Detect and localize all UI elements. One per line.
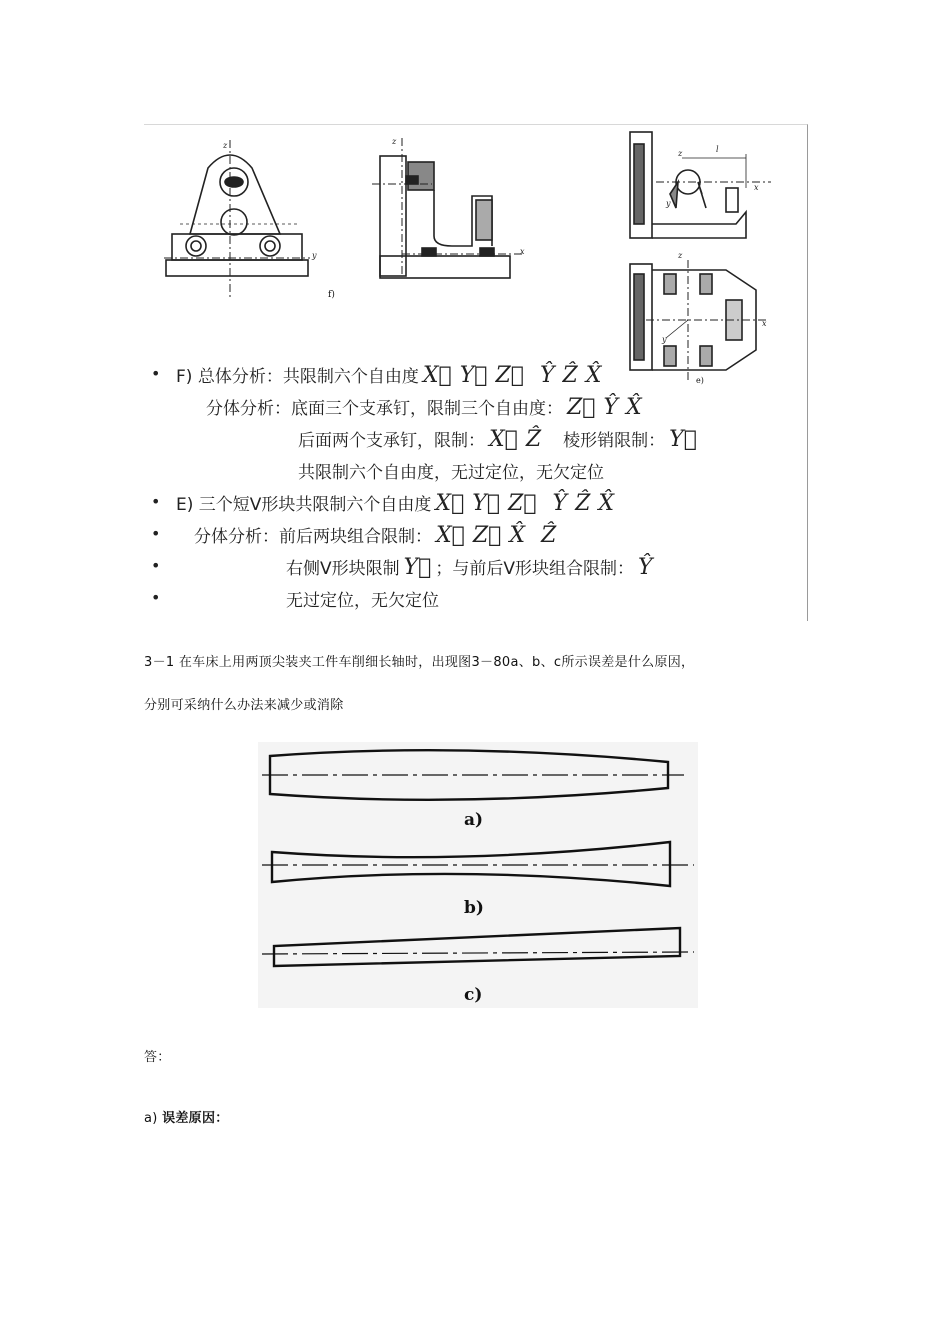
- slide-line-6: [194, 522, 556, 548]
- slide-line-4: [298, 458, 604, 483]
- axis-x-label: x: [520, 247, 525, 256]
- line-text: 分体分析：前后两块组合限制：: [194, 527, 432, 547]
- figure-label-b: b): [464, 898, 484, 918]
- axis-z-label-2: z: [392, 137, 397, 146]
- axis-y-label: y: [312, 251, 317, 260]
- dof-symbol: Ẑ: [575, 491, 591, 516]
- dof-symbol: X̂: [585, 363, 602, 388]
- dof-symbol: Ŷ: [539, 363, 555, 388]
- question-line-1: 3－1 在车床上用两顶尖装夹工件车削细长轴时，出现图3－80a、b、c所示误差是什么原因，: [144, 655, 695, 670]
- answer-a-title: 误差原因：: [162, 1111, 229, 1126]
- shaft-error-figure: [258, 742, 698, 1008]
- line-text: 无过定位，无欠定位: [286, 591, 439, 611]
- dof-symbol: Y⃗: [472, 491, 501, 516]
- figure-f-label: f): [328, 290, 335, 300]
- slide-line-8: [286, 586, 439, 611]
- dof-symbol: Z⃗: [472, 523, 502, 548]
- dof-symbol: X⃗: [436, 523, 465, 548]
- answer-a-heading: [144, 1107, 229, 1126]
- dof-symbol: X̂: [509, 523, 526, 548]
- slide-line-3: [298, 426, 697, 452]
- dof-symbol: Y⃗: [669, 427, 697, 452]
- line-text: 右侧V形块限制: [286, 559, 400, 579]
- line-suffix: 棱形销限制：: [563, 431, 666, 451]
- answer-label: 答：: [144, 1050, 171, 1065]
- dof-symbol: Z⃗: [508, 491, 537, 516]
- line-text: 共限制六个自由度，无过定位，无欠定位: [298, 463, 604, 483]
- slide-bullet: •: [151, 588, 161, 607]
- slide-bullet: •: [151, 556, 161, 575]
- dof-symbol: Ŷ: [638, 555, 653, 580]
- axis-y-label-e: y: [666, 199, 671, 208]
- line-text: 总体分析：共限制六个自由度: [197, 367, 419, 387]
- line-text: 三个短V形块共限制六个自由度: [198, 495, 432, 515]
- slide-line-2: [206, 394, 642, 420]
- dof-symbol: X̂: [626, 395, 642, 420]
- fixture-drawing-e-front: [626, 128, 776, 243]
- dof-symbol: Ẑ: [525, 427, 542, 452]
- dof-symbol: Z⃗: [495, 363, 524, 388]
- fixture-drawing-f-side: [372, 136, 532, 286]
- axis-x-label-e: x: [754, 183, 759, 192]
- question-line-2: 分别可采纳什么办法来减少或消除: [144, 698, 344, 713]
- slide-bullet: •: [151, 524, 161, 543]
- dof-symbol: X⃗: [489, 427, 518, 452]
- slide-line-5: [176, 490, 614, 516]
- figure-label-a: a): [464, 810, 484, 830]
- line-text: 后面两个支承钉，限制：: [298, 431, 485, 451]
- axis-z-label-e: z: [678, 149, 683, 158]
- axis-x-label-e2: x: [762, 319, 767, 328]
- slide-line-1: [176, 362, 601, 388]
- slide-bullet: •: [151, 492, 161, 511]
- answer-a-prefix: a): [144, 1111, 158, 1126]
- dof-symbol: Z⃗: [567, 395, 596, 420]
- dof-symbol: Ŷ: [552, 491, 568, 516]
- dof-symbol: Y⃗: [403, 555, 432, 580]
- figure-label-c: c): [464, 985, 483, 1005]
- axis-z-label-e2: z: [678, 251, 683, 260]
- dof-symbol: X⃗: [422, 363, 452, 388]
- figure-e-label: e): [696, 376, 704, 385]
- line-text: 分体分析：底面三个支承钉，限制三个自由度：: [206, 399, 563, 419]
- axis-l-label: l: [716, 145, 719, 154]
- line-prefix: E): [176, 495, 199, 515]
- dof-symbol: Ẑ: [541, 523, 557, 548]
- slide-line-7: [286, 554, 653, 580]
- dof-symbol: Ŷ: [603, 395, 619, 420]
- line-prefix: F): [176, 367, 198, 387]
- fixture-drawing-e-plan: [626, 250, 776, 390]
- axis-y-label-e2: y: [662, 335, 667, 344]
- fixture-drawing-f: [160, 138, 330, 308]
- dof-symbol: Ẑ: [562, 363, 578, 388]
- dof-symbol: X⃗: [435, 491, 465, 516]
- line-suffix: ；与前后V形块组合限制：: [435, 559, 635, 579]
- slide-bullet: •: [151, 364, 161, 383]
- dof-symbol: X̂: [598, 491, 615, 516]
- dof-symbol: Y⃗: [459, 363, 488, 388]
- axis-z-label: z: [223, 141, 228, 150]
